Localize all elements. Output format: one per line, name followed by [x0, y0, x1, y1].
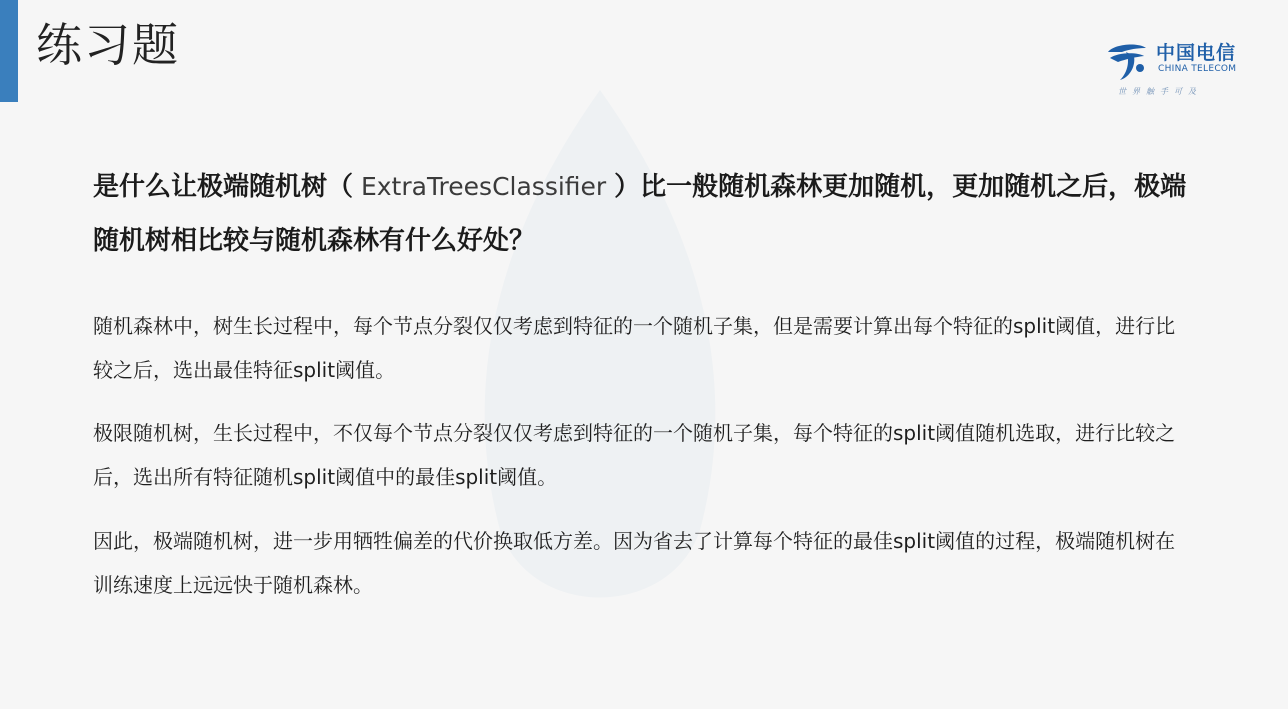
- answer-paragraph-2: 极限随机树，生长过程中，不仅每个节点分裂仅仅考虑到特征的一个随机子集，每个特征的split阈值随机选取，进行比较之后，选出所有特征随机split阈值中的最佳split阈值。: [93, 421, 1176, 489]
- slide-title: 练习题: [36, 18, 180, 72]
- logo-name-cn: 中国电信: [1156, 42, 1237, 64]
- question-part-2: ）比一般随机森林更加随机，更加随机之后，极端随机树相比较与随机森林有什么好处？: [93, 172, 1187, 256]
- answer-paragraph-3: 因此，极端随机树，进一步用牺牲偏差的代价换取低方差。因为省去了计算每个特征的最佳split阈值的过程，极端随机树在训练速度上远远快于随机森林。: [93, 529, 1176, 597]
- question-text: [93, 160, 1203, 268]
- china-telecom-logo-icon: [1104, 38, 1150, 84]
- question-english-term: ExtraTreesClassifier: [353, 172, 615, 201]
- china-telecom-logo: [1104, 34, 1254, 104]
- logo-name-en: CHINA TELECOM: [1158, 64, 1237, 74]
- logo-slogan: 世界触手可及: [1118, 87, 1202, 96]
- question-part-1: 是什么让极端随机树（: [93, 172, 354, 202]
- answer-paragraph-1: 随机森林中，树生长过程中，每个节点分裂仅仅考虑到特征的一个随机子集，但是需要计算出每个特征的split阈值，进行比较之后，选出最佳特征split阈值。: [93, 314, 1176, 382]
- title-accent-bar: [0, 0, 18, 102]
